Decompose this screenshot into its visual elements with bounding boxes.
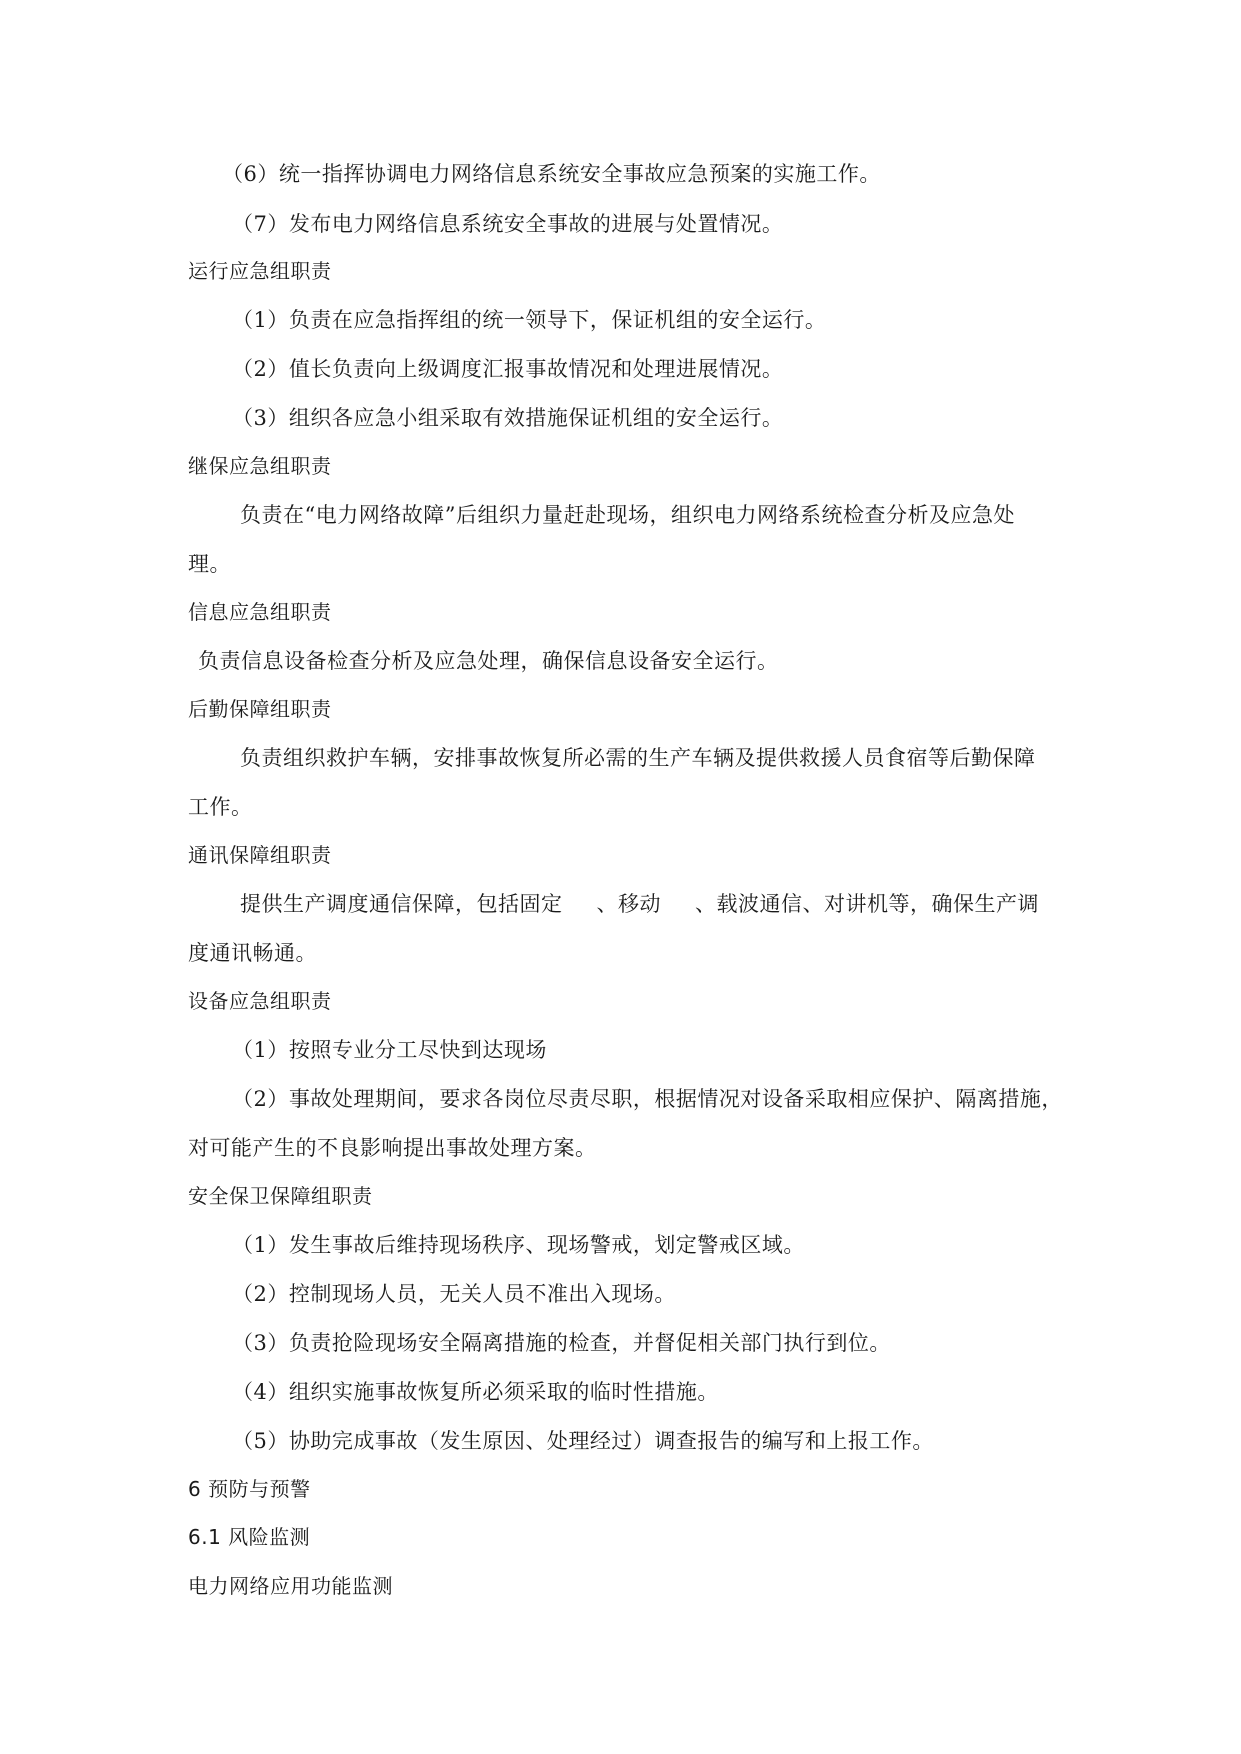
paragraph-line: 负责信息设备检查分析及应急处理，确保信息设备安全运行。	[198, 649, 779, 673]
subsection-heading: 电力网络应用功能监测	[188, 1574, 393, 1598]
paragraph-line: （6）统一指挥协调电力网络信息系统安全事故应急预案的实施工作。	[222, 162, 881, 186]
text-segment: 、移动	[596, 892, 661, 916]
subsection-heading: 6.1 风险监测	[188, 1525, 311, 1549]
paragraph-line: （3）组织各应急小组采取有效措施保证机组的安全运行。	[232, 406, 784, 430]
section-heading: 6 预防与预警	[188, 1477, 311, 1501]
section-heading: 安全保卫保障组职责	[188, 1184, 373, 1208]
paragraph-line: （7）发布电力网络信息系统安全事故的进展与处置情况。	[232, 212, 784, 236]
paragraph-line: 工作。	[188, 795, 253, 819]
paragraph-line: （2）事故处理期间，要求各岗位尽责尽职，根据情况对设备采取相应保护、隔离措施，	[232, 1087, 1063, 1111]
text-segment: 、载波通信、对讲机等，确保生产调	[695, 892, 1039, 916]
paragraph-line: （4）组织实施事故恢复所必须采取的临时性措施。	[232, 1380, 719, 1404]
paragraph-line: （2）控制现场人员，无关人员不准出入现场。	[232, 1282, 676, 1306]
paragraph-line: 度通讯畅通。	[188, 941, 317, 965]
paragraph-line: （2）值长负责向上级调度汇报事故情况和处理进展情况。	[232, 357, 784, 381]
paragraph-line: 对可能产生的不良影响提出事故处理方案。	[188, 1136, 597, 1160]
section-heading: 通讯保障组职责	[188, 843, 332, 867]
paragraph-line: （5）协助完成事故（发生原因、处理经过）调查报告的编写和上报工作。	[232, 1429, 934, 1453]
paragraph-line: （1）按照专业分工尽快到达现场	[232, 1038, 547, 1062]
paragraph-line: （3）负责抢险现场安全隔离措施的检查，并督促相关部门执行到位。	[232, 1331, 891, 1355]
paragraph-line: （1）负责在应急指挥组的统一领导下，保证机组的安全运行。	[232, 308, 827, 332]
section-heading: 后勤保障组职责	[188, 697, 332, 721]
text-segment: 提供生产调度通信保障，包括固定	[240, 892, 563, 916]
section-heading: 设备应急组职责	[188, 989, 332, 1013]
paragraph-line: 负责在“电力网络故障”后组织力量赶赴现场，组织电力网络系统检查分析及应急处	[240, 503, 1015, 527]
paragraph-line: 理。	[188, 552, 231, 576]
paragraph-line: 负责组织救护车辆，安排事故恢复所必需的生产车辆及提供救援人员食宿等后勤保障	[240, 746, 1036, 770]
section-heading: 运行应急组职责	[188, 259, 332, 283]
paragraph-line: （1）发生事故后维持现场秩序、现场警戒，划定警戒区域。	[232, 1233, 805, 1257]
paragraph-line	[240, 889, 1039, 919]
section-heading: 继保应急组职责	[188, 454, 332, 478]
section-heading: 信息应急组职责	[188, 600, 332, 624]
